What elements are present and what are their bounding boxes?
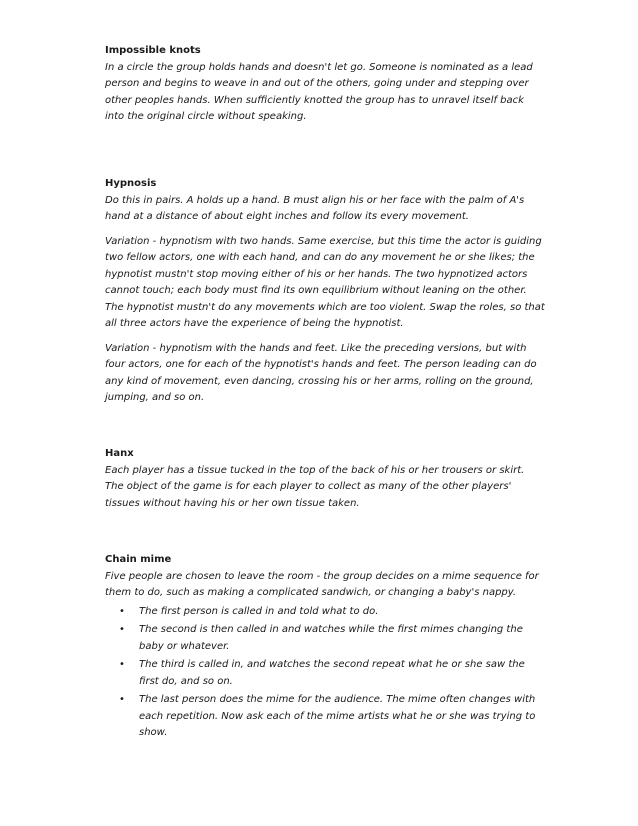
list-item bbox=[105, 604, 545, 621]
section-hypnosis bbox=[105, 176, 545, 415]
section-paragraph: Variation - hypnotism with the hands and feet. Like the preceding versions, but with four actors, one for each of the hypnotist's hands and feet. The person leading can do any kind of movement, even dancing, crossing his or her arms, rolling on the ground, jumping, and so on. bbox=[105, 342, 537, 403]
section-hanx bbox=[105, 446, 545, 520]
section-heading: Impossible knots bbox=[105, 45, 201, 56]
bullet-icon: • bbox=[119, 605, 125, 617]
section-heading: Hanx bbox=[105, 448, 134, 459]
bullet-icon: • bbox=[119, 624, 125, 635]
list-item-text: The third is called in, and watches the second repeat what he or she saw the first do, and so on. bbox=[139, 659, 525, 687]
section-paragraph: Variation - hypnotism with two hands. Same exercise, but this time the actor is guiding two fellow actors, one with each hand, and can do any movement he or she likes; the hypnotist mustn't stop moving either of his or her hands. The two hypnotized actors cannot touch; each body must find its own equilibrium without leaning on the other. The hypnotist mustn't do any movements which are too violent. Swap the roles, so that all three actors have the experience of being the hypnotist. bbox=[105, 235, 545, 329]
section-paragraph: In a circle the group holds hands and doesn't let go. Someone is nominated as a lead person and begins to weave in and out of the others, going under and stepping over other peoples hands. When sufficiently knotted the group has to unravel itself back into the original circle without speaking. bbox=[105, 61, 533, 122]
section-chain-mime bbox=[105, 552, 545, 744]
bullet-icon: • bbox=[119, 659, 125, 670]
list-item-text: The last person does the mime for the audience. The mime often changes with each repetition. Now ask each of the mime artists what he or she was trying to show. bbox=[139, 694, 536, 738]
bullet-icon: • bbox=[119, 694, 125, 705]
section-paragraph: Five people are chosen to leave the room - the group decides on a mime sequence for them to do, such as making a complicated sandwich, or changing a baby's nappy. bbox=[105, 570, 539, 598]
section-paragraph: Each player has a tissue tucked in the top of the back of his or her trousers or skirt. The object of the game is for each player to collect as many of the other players' tissues without having his or her own tissue taken. bbox=[105, 464, 525, 509]
bullet-list bbox=[105, 604, 545, 742]
section-paragraph: Do this in pairs. A holds up a hand. B must align his or her face with the palm of A's hand at a distance of about eight inches and follow its every movement. bbox=[105, 194, 525, 222]
list-item bbox=[105, 692, 545, 742]
section-heading: Chain mime bbox=[105, 554, 172, 565]
section-heading: Hypnosis bbox=[105, 178, 157, 189]
list-item-text: The second is then called in and watches while the first mimes changing the baby or whatever. bbox=[139, 624, 523, 652]
section-impossible-knots bbox=[105, 43, 545, 134]
list-item-text: The first person is called in and told what to do. bbox=[139, 605, 379, 617]
list-item bbox=[105, 657, 545, 690]
list-item bbox=[105, 622, 545, 655]
